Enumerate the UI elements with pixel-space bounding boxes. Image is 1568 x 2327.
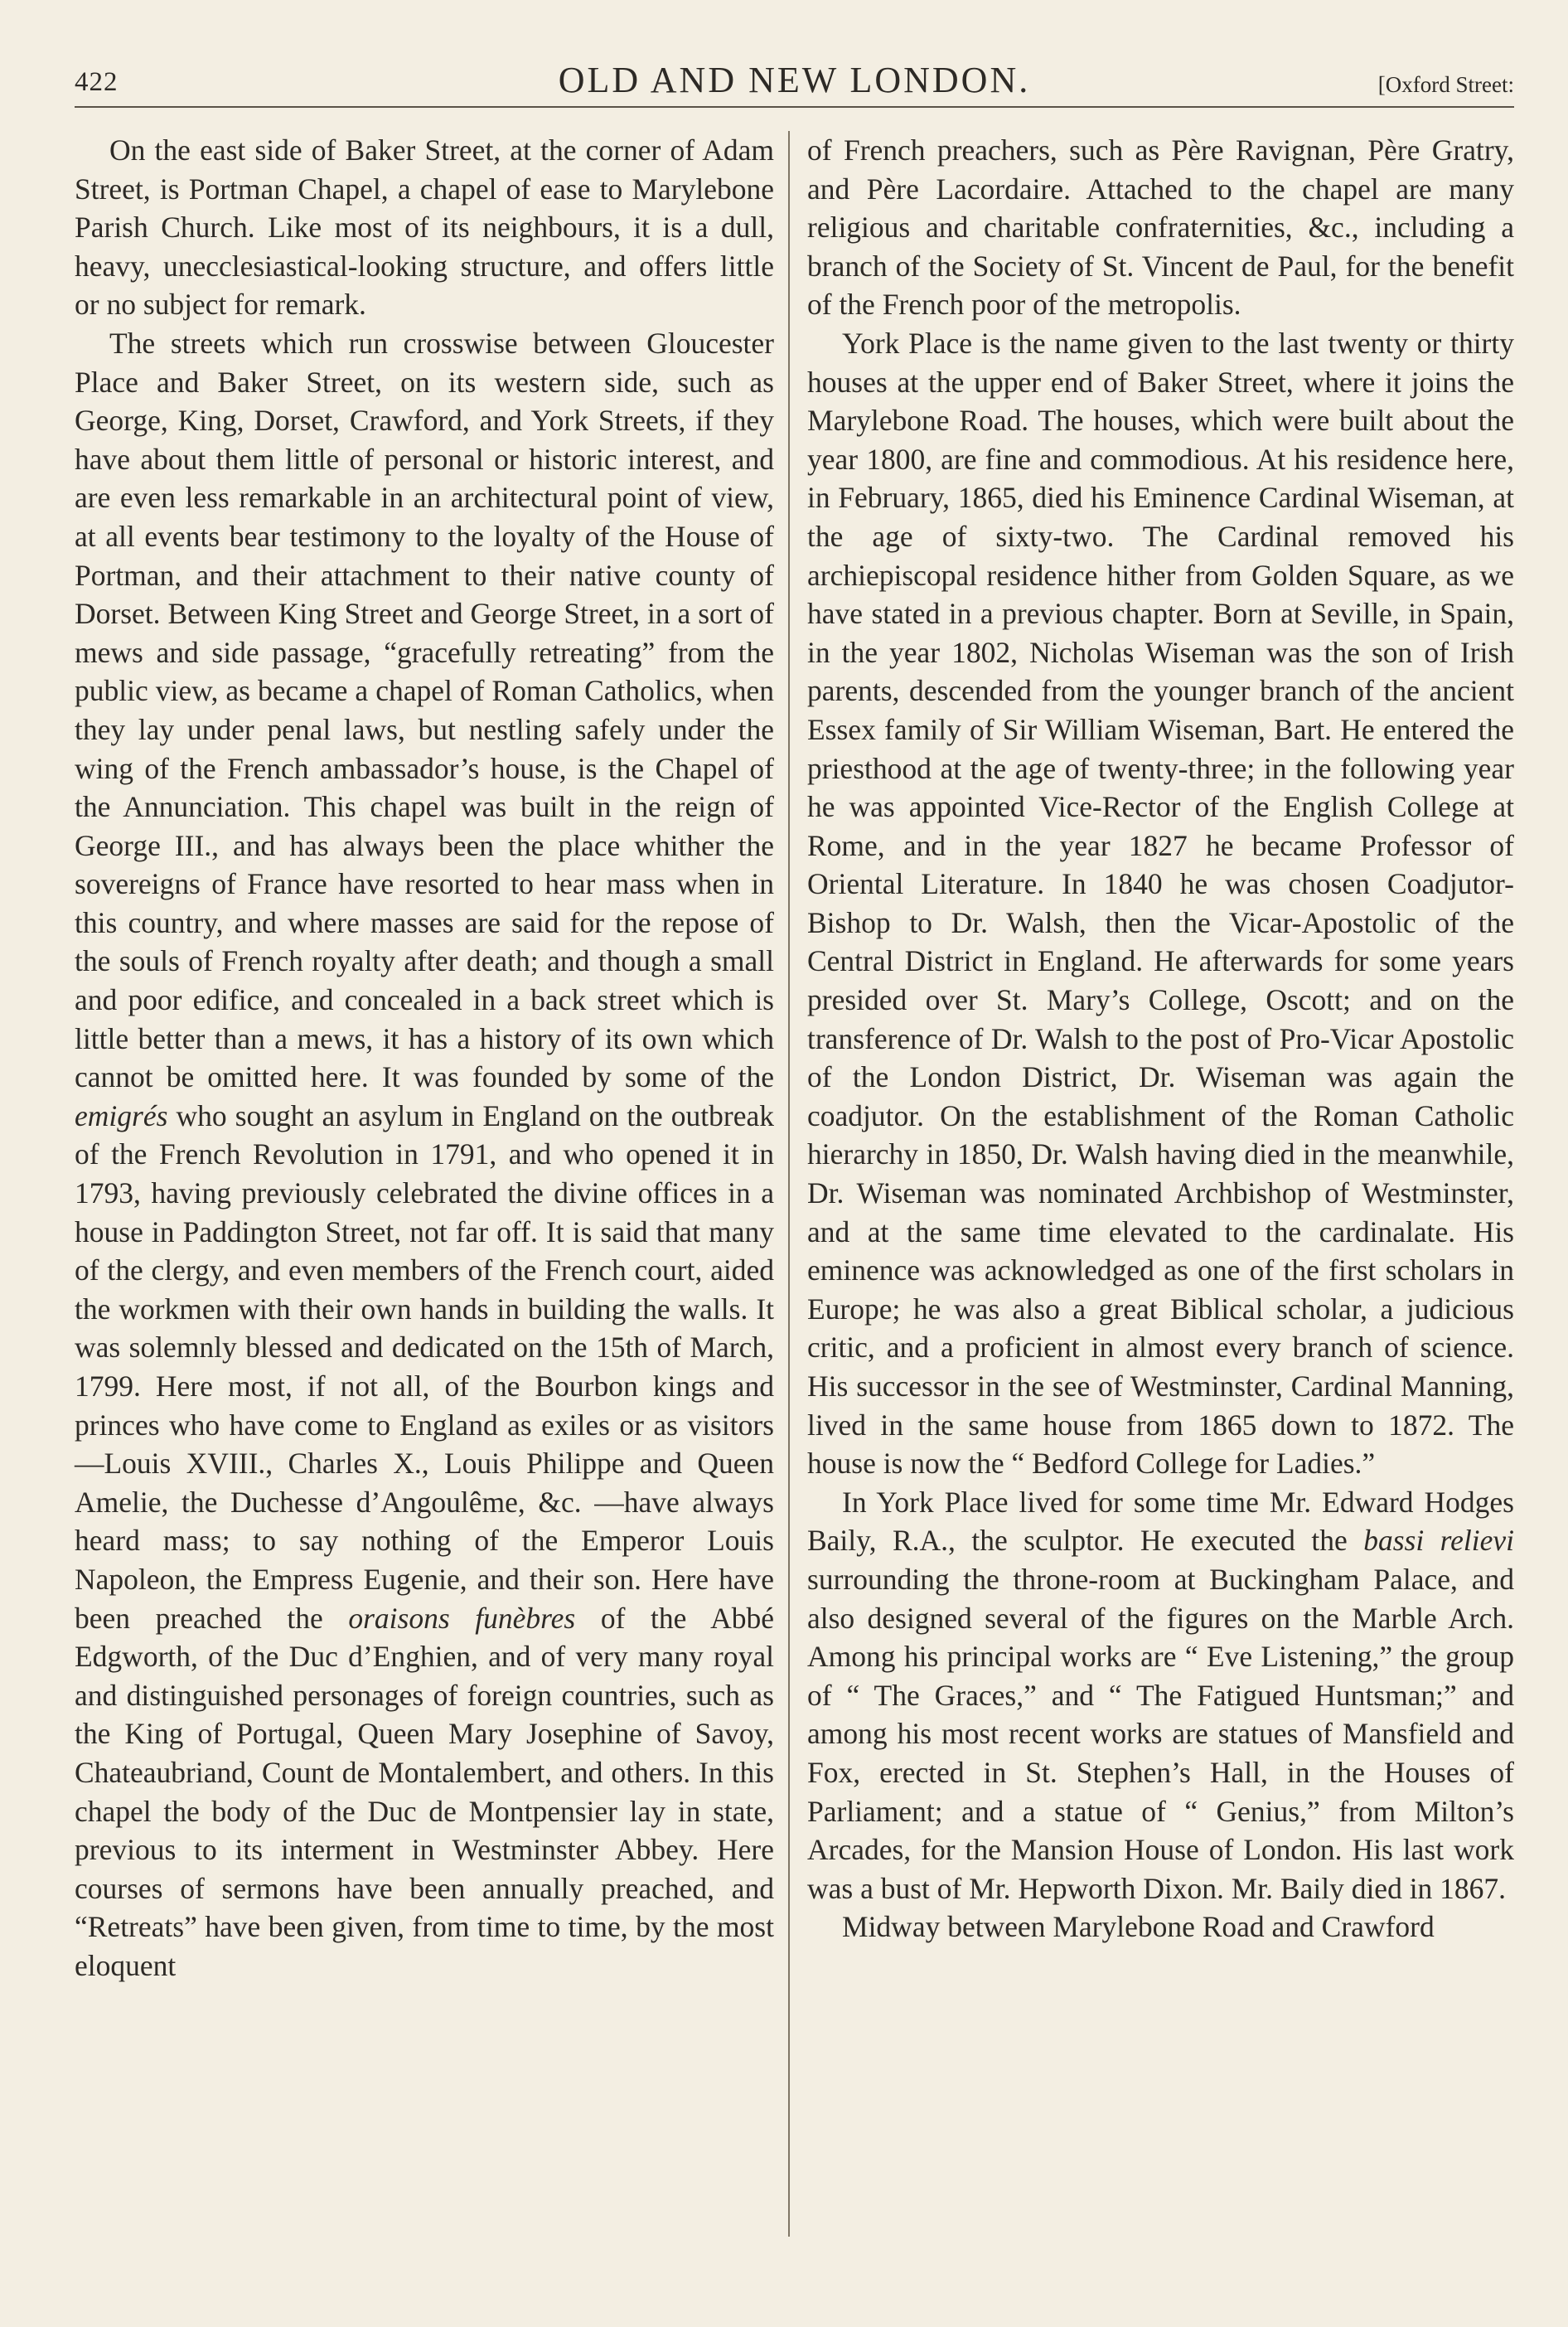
paragraph-baily [807,1483,1514,1908]
left-column [75,131,774,1985]
text-run: who sought an asylum in England on the outbreak of the French Revolution in 1791, and who opened it in 1793, having previously celebrated the divine offices in a house in Paddington Street, not far off. It is said that many of the clergy, and even members of the French court, aided the workmen with their own hands in building the walls. It was solemnly blessed and dedicated on the 15th of March, 1799. Here most, if not all, of the Bourbon kings and princes who have come to England as exiles or as visitors—Louis XVIII., Charles X., Louis Philippe and Queen Amelie, the Duchesse d’Angoulême, &c. —have always heard mass; to say nothing of the Emperor Louis Napoleon, the Empress Eugenie, and their son. Here have been preached the [75,1098,775,1635]
section-label: [Oxford Street: [1377,72,1514,97]
text-run: The streets which run crosswise between Gloucester Place and Baker Street, on its western side, such as George, King, Dorset, Crawford, and York Streets, if they have about them little of personal or historic interest, and are even less remarkable in an architectural point of view, at all events bear testimony to the loyalty of the House of Portman, and their attachment to their native county of Dorset. Between King Street and George Street, in a sort of mews and side passage, “gracefully retreating” from the public view, as became a chapel of Roman Catholics, when they lay under penal laws, but nestling safely under the wing of the French ambassador’s house, is the Chapel of the Annunciation. This chapel was built in the reign of George III., and has always been the place whither the sovereigns of France have resorted to hear mass when in this country, and where masses are said for the repose of the souls of French royalty after death; and though a small and poor edifice, and concealed in a back street which is little better than a mews, it has a history of its own which cannot be omitted here. It was founded by some of the [75,326,774,1094]
page-number: 422 [75,67,119,97]
italic-term: emigrés [75,1098,168,1132]
paragraph-continuation: of French preachers, such as Père Ravignan, Père Gratry, and Père Lacordaire. Attached to the chapel are many religious and charitable confraternities, &c., including a branch of the Society of St. Vincent de Paul, for the benefit of the French poor of the metropolis. [807,133,1514,322]
text-run: In York Place lived for some time Mr. Edward Hodges Baily, R.A., the sculptor. He executed the [807,1485,1514,1558]
italic-term: oraisons funèbres [348,1601,576,1635]
paragraph-midway: Midway between Marylebone Road and Crawford [842,1910,1435,1944]
running-header [75,60,1514,108]
paragraph-york-place: York Place is the name given to the last twenty or thirty houses at the upper end of Baker Street, where it joins the Marylebone Road. The houses, which were built about the year 1800, are fine and commodious. At his residence here, in February, 1865, died his Eminence Cardinal Wiseman, at the age of sixty-two. The Cardinal removed his archiepiscopal residence hither from Golden Square, as we have stated in a previous chapter. Born at Seville, in Spain, in the year 1802, Nicholas Wiseman was the son of Irish parents, descended from the younger branch of the ancient Essex family of Sir William Wiseman, Bart. He entered the priesthood at the age of twenty-three; in the following year he was appointed Vice-Rector of the English College at Rome, and in the year 1827 he became Professor of Oriental Literature. In 1840 he was chosen Coadjutor-Bishop to Dr. Walsh, then the Vicar-Apostolic of the Central District in England. He afterwards for some years presided over St. Mary’s College, Oscott; and on the transference of Dr. Walsh to the post of Pro-Vicar Apostolic of the London District, Dr. Wiseman was again the coadjutor. On the establishment of the Roman Catholic hierarchy in 1850, Dr. Walsh having died in the meanwhile, Dr. Wiseman was nominated Archbishop of Westminster, and at the same time elevated to the cardinalate. His eminence was acknowledged as one of the first scholars in Europe; he was also a great Biblical scholar, a judicious critic, and a proficient in almost every branch of science. His successor in the see of Westminster, Cardinal Manning, lived in the same house from 1865 down to 1872. The house is now the “ Bedford College for Ladies.” [807,326,1514,1481]
right-column [807,131,1514,1946]
text-run: surrounding the throne-room at Buckingham Palace, and also designed several of the figures on the Marble Arch. Among his principal works are “ Eve Listening,” the group of “ The Graces,” and “ The Fatigued Huntsman;” and among his most recent works are statues of Mansfield and Fox, erected in St. Stephen’s Hall, in the Houses of Parliament; and a statue of “ Genius,” from Milton’s Arcades, for the Mansion House of London. His last work was a bust of Mr. Hepworth Dixon. Mr. Baily died in 1867. [807,1562,1514,1905]
paragraph-chapel-of-annunciation [75,324,774,1985]
text-run: of the Abbé Edgworth, of the Duc d’Enghien, and of very many royal and distinguished personages of foreign countries, such as the King of Portugal, Queen Mary Josephine of Savoy, Chateaubriand, Count de Montalembert, and others. In this chapel the body of the Duc de Montpensier lay in state, previous to its interment in Westminster Abbey. Here courses of sermons have been annually preached, and “Retreats” have been given, from time to time, by the most eloquent [75,1601,774,1982]
italic-term: bassi relievi [1363,1524,1515,1558]
paragraph-portman-chapel: On the east side of Baker Street, at the corner of Adam Street, is Portman Chapel, a chapel of ease to Marylebone Parish Church. Like most of its neighbours, it is a dull, heavy, unecclesiastical-looking structure, and offers little or no subject for remark. [75,133,774,322]
column-divider [788,131,790,2237]
running-title: OLD AND NEW LONDON. [558,60,1031,100]
